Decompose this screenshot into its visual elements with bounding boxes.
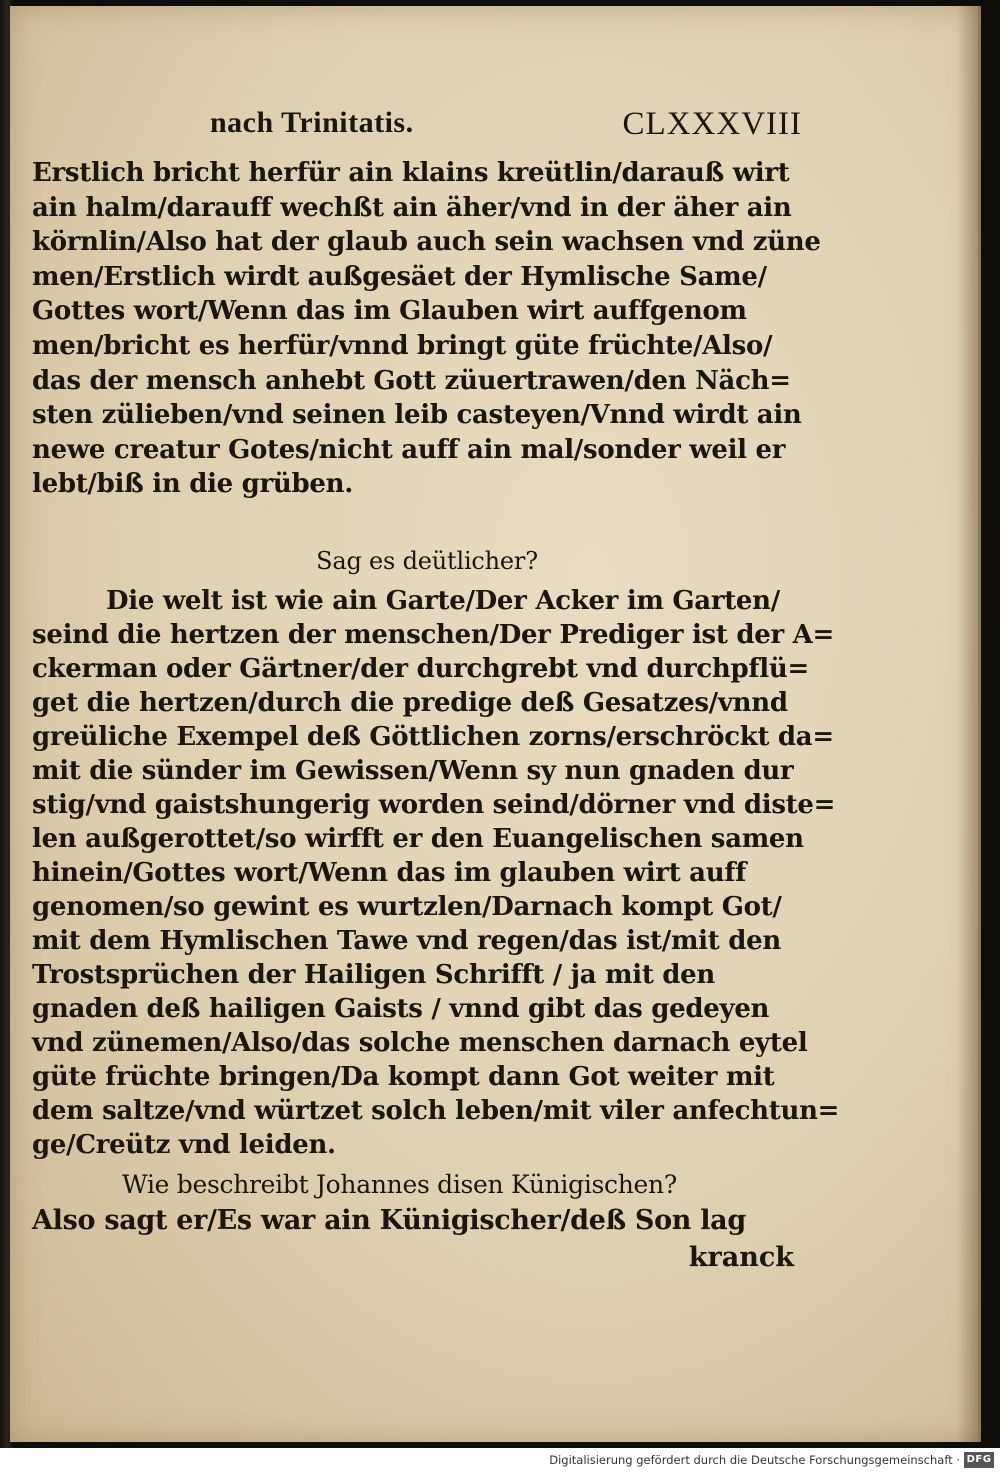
page-text	[32, 106, 840, 1276]
footer-bar	[0, 1448, 1000, 1473]
text-line: Trostsprüchen der Hailigen Schrifft / ja mit den	[32, 959, 716, 990]
text-line: stig/vnd gaistshungerig worden seind/dörner vnd diste=	[32, 789, 836, 820]
funding-credit: Digitalisierung gefördert durch die Deutsche Forschungsgemeinschaft ·	[549, 1453, 960, 1467]
text-line: men/Erstlich wirdt außgesäet der Hymlische Same/	[32, 261, 767, 292]
text-line: Die welt ist wie ain Garte/Der Acker im Garten/	[106, 585, 780, 616]
text-line: mit die sünder im Gewissen/Wenn sy nun gnaden dur	[32, 755, 794, 786]
text-line: len außgerottet/so wirfft er den Euangelischen samen	[32, 823, 804, 854]
text-line: greüliche Exempel deß Göttlichen zorns/erschröckt da=	[32, 721, 834, 752]
text-line: sten zülieben/vnd seinen leib casteyen/Vnnd wirdt ain	[32, 400, 802, 431]
question-heading-1: Sag es deütlicher?	[316, 546, 538, 575]
paragraph-1	[32, 156, 821, 502]
text-line: ge/Creütz vnd leiden.	[32, 1129, 336, 1160]
text-line: körnlin/Also hat der glaub auch sein wachsen vnd züne	[32, 227, 821, 258]
dfg-logo: DFG	[964, 1452, 994, 1468]
text-line: Gottes wort/Wenn das im Glauben wirt auffgenom	[32, 296, 747, 327]
text-line: Erstlich bricht herfür ain klains kreütlin/darauß wirt	[32, 158, 790, 188]
text-line: das der mensch anhebt Gott züuertrawen/den Näch=	[32, 365, 791, 396]
text-line: Also sagt er/Es war ain Künigischer/deß Son lag	[32, 1204, 746, 1236]
page-header	[32, 106, 802, 156]
paragraph-3	[32, 1202, 802, 1240]
text-line: lebt/biß in die grüben.	[32, 469, 354, 500]
text-line: men/bricht es herfür/vnnd bringt güte früchte/Also/	[32, 330, 773, 361]
running-title: nach Trinitatis.	[210, 106, 414, 139]
text-line: dem saltze/vnd würtzet solch leben/mit viler anfechtun=	[32, 1095, 840, 1126]
text-line: newe creatur Gotes/nicht auff ain mal/sonder weil er	[32, 434, 786, 465]
text-line: seind die hertzen der menschen/Der Prediger ist der A=	[32, 619, 834, 650]
text-line: ain halm/darauff wechßt ain äher/vnd in der äher ain	[32, 192, 792, 223]
text-line: vnd zünemen/Also/das solche menschen darnach eytel	[32, 1027, 808, 1058]
question-heading-2: Wie beschreibt Johannes disen Künigischen?	[122, 1169, 677, 1199]
book-page	[10, 6, 981, 1442]
text-line: get die hertzen/durch die predige deß Gesatzes/vnnd	[32, 687, 788, 718]
text-line: mit dem Hymlischen Tawe vnd regen/das ist/mit den	[32, 925, 781, 956]
text-line: ckerman oder Gärtner/der durchgrebt vnd durchpflü=	[32, 653, 809, 684]
text-line: gnaden deß hailigen Gaists / vnnd gibt das gedeyen	[32, 993, 770, 1024]
text-line: hinein/Gottes wort/Wenn das im glauben wirt auff	[32, 857, 747, 888]
folio-number: CLXXXVIII	[622, 106, 802, 142]
paragraph-2	[32, 584, 840, 1162]
catchword: kranck	[688, 1241, 794, 1273]
text-line: güte früchte bringen/Da kompt dann Got weiter mit	[32, 1061, 775, 1092]
text-line: genomen/so gewint es wurtzlen/Darnach kompt Got/	[32, 891, 782, 922]
